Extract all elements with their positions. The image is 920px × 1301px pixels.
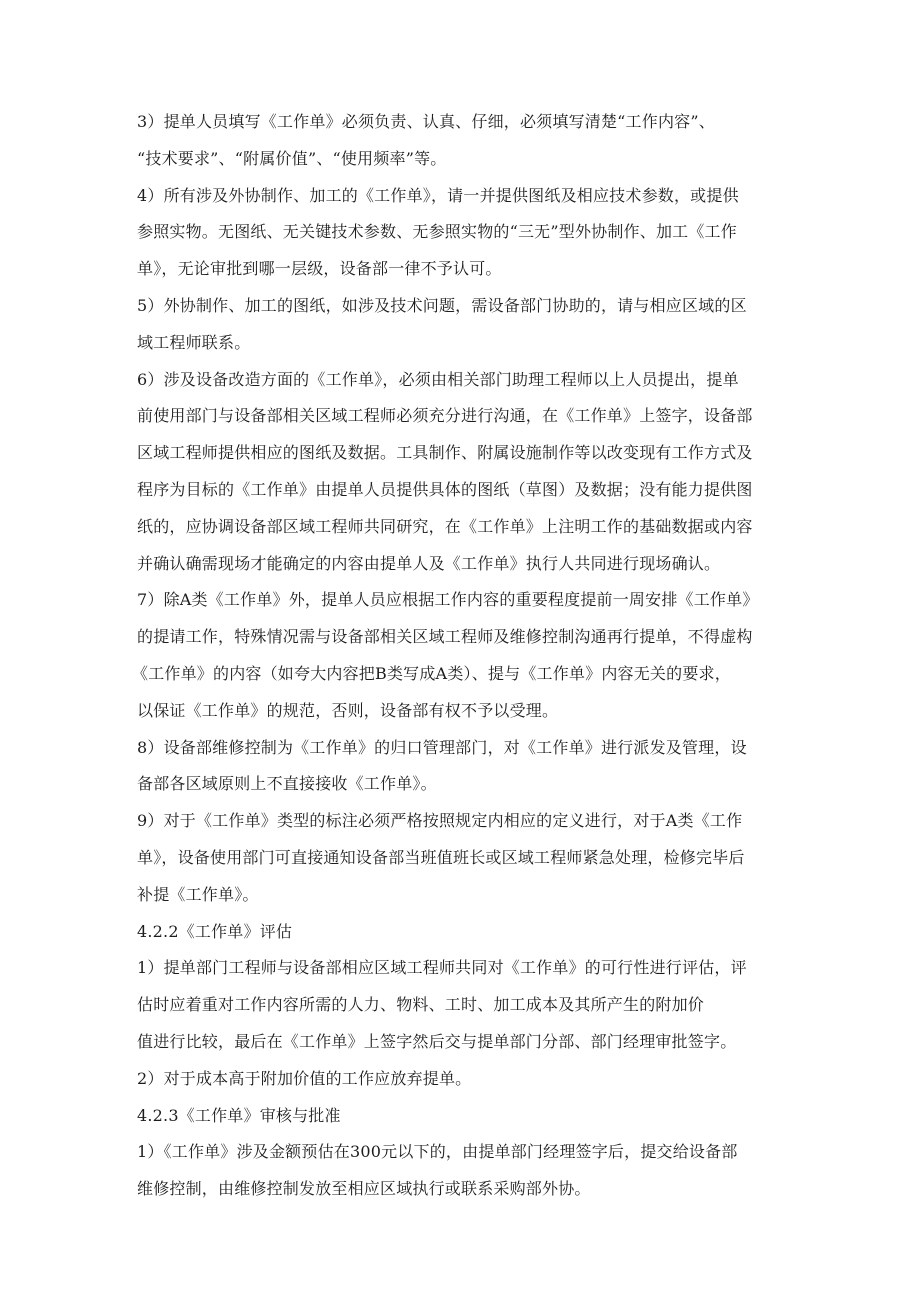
item-5-line-2: 域工程师联系。 [137, 332, 251, 352]
item-3-line-2: “技术要求”、“附属价值”、“使用频率”等。 [137, 148, 447, 168]
item-6-line-4: 程序为目标的《工作单》由提单人员提供具体的图纸（草图）及数据；没有能力提供图 [137, 479, 753, 499]
item-6-line-5: 纸的，应协调设备部区域工程师共同研究，在《工作单》上注明工作的基础数据或内容 [137, 516, 753, 536]
section-4-2-2-heading: 4.2.2《工作单》评估 [137, 921, 293, 941]
item-6-line-3: 区域工程师提供相应的图纸及数据。工具制作、附属设施制作等以改变现有工作方式及 [137, 443, 753, 463]
eval-item-2-line-1: 2）对于成本高于附加价值的工作应放弃提单。 [137, 1068, 472, 1088]
item-8-line-2: 备部各区域原则上不直接接收《工作单》。 [137, 774, 437, 794]
approval-item-1-line-1: 1）《工作单》涉及金额预估在300元以下的，由提单部门经理签字后，提交给设备部 [137, 1142, 738, 1162]
item-6-line-1: 6）涉及设备改造方面的《工作单》，必须由相关部门助理工程师以上人员提出，提单 [137, 369, 739, 389]
item-9-line-3: 补提《工作单》。 [137, 884, 259, 904]
item-6-line-2: 前使用部门与设备部相关区域工程师必须充分进行沟通，在《工作单》上签字，设备部 [137, 406, 753, 426]
item-4-line-2: 参照实物。无图纸、无关键技术参数、无参照实物的“三无”型外协制作、加工《工作 [137, 222, 737, 242]
item-7-line-1: 7）除A类《工作单》外，提单人员应根据工作内容的重要程度提前一周安排《工作单》 [137, 590, 759, 610]
item-4-line-1: 4）所有涉及外协制作、加工的《工作单》，请一并提供图纸及相应技术参数，或提供 [137, 185, 739, 205]
eval-item-1-line-1: 1）提单部门工程师与设备部相应区域工程师共同对《工作单》的可行性进行评估，评 [137, 958, 747, 978]
item-7-line-4: 以保证《工作单》的规范，否则，设备部有权不予以受理。 [137, 700, 559, 720]
item-6-line-6: 并确认确需现场才能确定的内容由提单人及《工作单》执行人共同进行现场确认。 [137, 553, 721, 573]
approval-item-1-line-2: 维修控制，由维修控制发放至相应区域执行或联系采购部外协。 [137, 1179, 591, 1199]
item-4-line-3: 单》，无论审批到哪一层级，设备部一律不予认可。 [137, 259, 502, 279]
item-5-line-1: 5）外协制作、加工的图纸，如涉及技术问题，需设备部门协助的，请与相应区域的区 [137, 295, 747, 315]
eval-item-1-line-2: 估时应着重对工作内容所需的人力、物料、工时、加工成本及其所产生的附加价 [137, 995, 705, 1015]
section-4-2-3-heading: 4.2.3《工作单》审核与批准 [137, 1105, 341, 1125]
eval-item-1-line-3: 值进行比较，最后在《工作单》上签字然后交与提单部门分部、部门经理审批签字。 [137, 1031, 737, 1051]
item-9-line-2: 单》，设备使用部门可直接通知设备部当班值班长或区域工程师紧急处理，检修完毕后 [137, 847, 745, 867]
item-9-line-1: 9）对于《工作单》类型的标注必须严格按照规定内相应的定义进行，对于A类《工作 [137, 811, 743, 831]
document-body [132, 104, 797, 1208]
item-8-line-1: 8）设备部维修控制为《工作单》的归口管理部门，对《工作单》进行派发及管理，设 [137, 737, 747, 757]
item-3-line-1: 3）提单人员填写《工作单》必须负责、认真、仔细，必须填写清楚“工作内容”、 [137, 112, 715, 131]
item-7-line-2: 的提请工作，特殊情况需与设备部相关区域工程师及维修控制沟通再行提单，不得虚构 [137, 627, 753, 647]
item-7-line-3: 《工作单》的内容（如夸大内容把B类写成A类）、提与《工作单》内容无关的要求， [132, 663, 731, 683]
